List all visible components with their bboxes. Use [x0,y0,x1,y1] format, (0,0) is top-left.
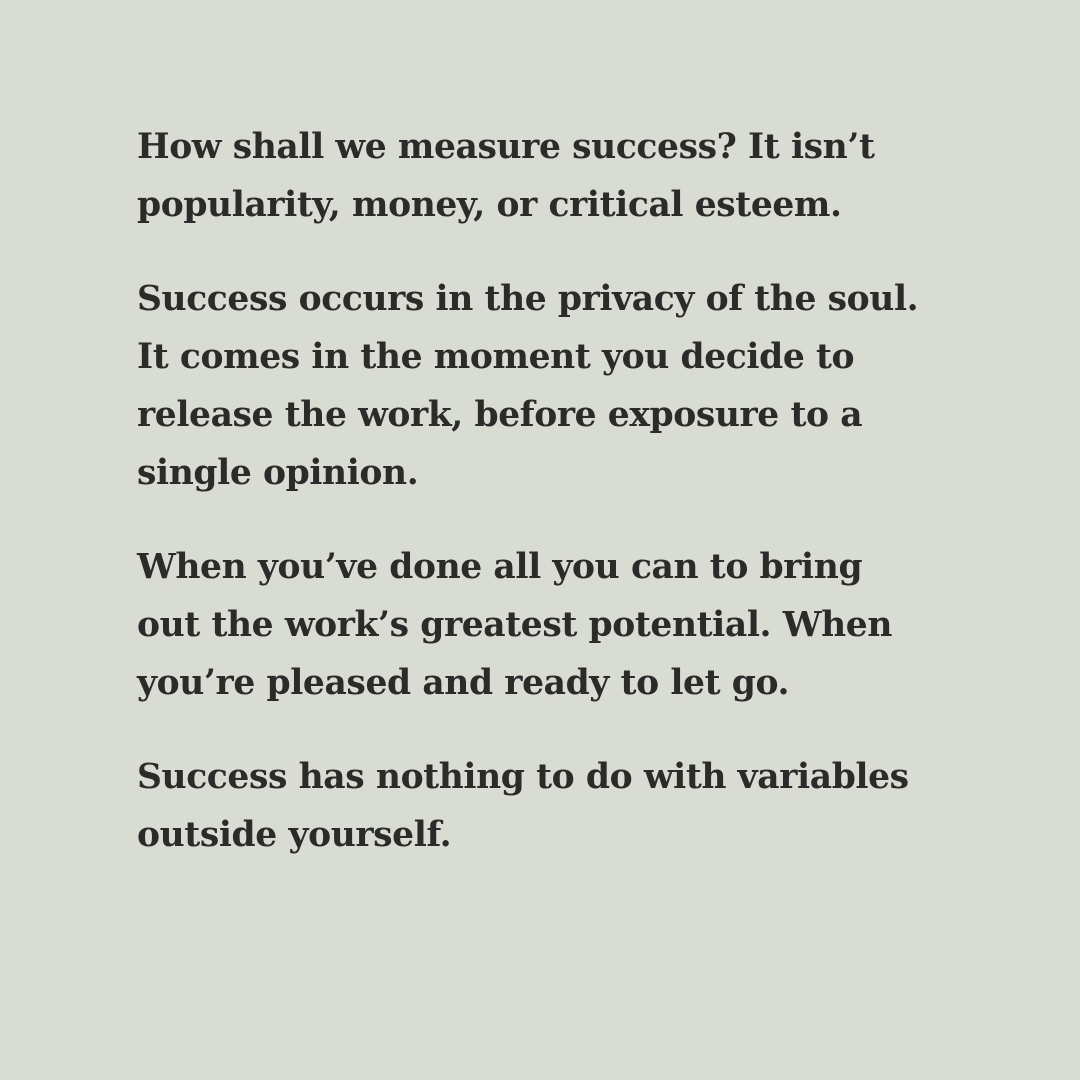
paragraph-4-line-1: Success has nothing to do with variables [137,757,909,797]
paragraph-2-line-1: Success occurs in the privacy of the soul. [137,279,919,319]
paragraph-3-line-3: you’re pleased and ready to let go. [137,663,790,703]
paragraph-3-line-2: out the work’s greatest potential. When [137,605,893,645]
paragraph-1-line-1: How shall we measure success? It isn’t [137,127,875,167]
paragraph-1-line-2: popularity, money, or critical esteem. [137,185,842,225]
quote-text [137,118,967,864]
paragraph-3-line-1: When you’ve done all you can to bring [137,547,863,587]
paragraph-1 [137,118,967,234]
paragraph-3 [137,538,967,712]
paragraph-2 [137,270,967,502]
paragraph-2-line-2: It comes in the moment you decide to [137,337,855,377]
paragraph-2-line-4: single opinion. [137,453,419,493]
paragraph-2-line-3: release the work, before exposure to a [137,395,863,435]
paragraph-4 [137,748,967,864]
paragraph-4-line-2: outside yourself. [137,815,452,855]
